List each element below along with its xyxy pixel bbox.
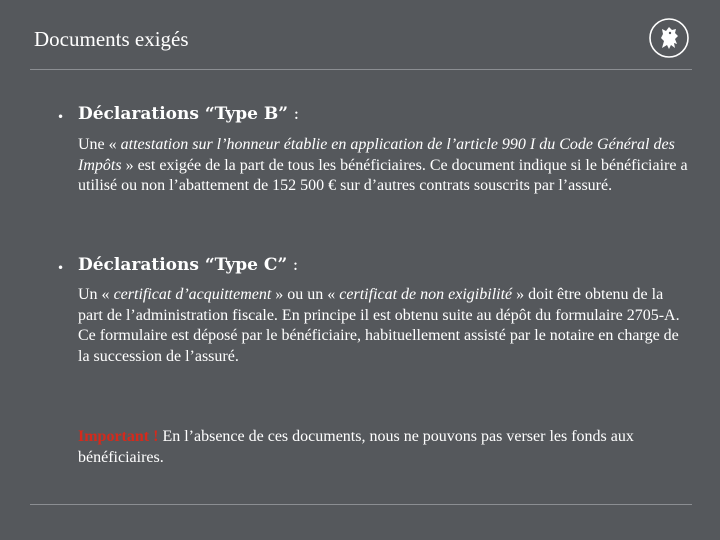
footer-divider — [30, 504, 692, 505]
section-heading-text: Déclarations “Type B” — [78, 104, 289, 124]
body-text: » ou un « — [271, 286, 340, 303]
section-body-type-b — [78, 135, 690, 197]
section-heading-text: Déclarations “Type C” — [78, 255, 288, 275]
body-text: Un « — [78, 286, 114, 303]
section-heading-type-c — [78, 255, 298, 275]
body-text-italic: certificat de non exigibilité — [339, 286, 513, 303]
bullet-marker: • — [57, 110, 65, 124]
header-divider — [30, 69, 692, 70]
heraldic-lion-icon — [648, 17, 690, 59]
body-text-italic: certificat d’acquittement — [113, 286, 272, 303]
body-text: » doit être obtenu de la part de l’administration fiscale. En principe il est obtenu suite au dépôt du formulaire 2705-A. Ce formulaire est déposé par le bénéficiaire, habituellement assisté par le notaire en charge de la succession de l’assuré. — [78, 286, 680, 365]
body-text-italic: attestation sur l’honneur établie en application de l’article 990 I du Code Général des Impôts — [78, 136, 675, 174]
section-heading-colon: : — [287, 255, 299, 275]
important-label: Important ! — [78, 428, 159, 445]
section-heading-colon: : — [288, 104, 300, 124]
bullet-marker: • — [57, 261, 65, 275]
body-text: » est exigée de la part de tous les bénéficiaires. Ce document indique si le bénéficiaire a utilisé ou non l’abattement de 152 500 € sur d’autres contrats souscrits par l’assuré. — [78, 156, 688, 194]
section-body-type-c — [78, 285, 690, 367]
important-text: En l’absence de ces documents, nous ne pouvons pas verser les fonds aux bénéficiaires. — [78, 428, 634, 466]
important-note — [78, 427, 690, 468]
page-title: Documents exigés — [34, 27, 189, 51]
section-heading-type-b — [78, 104, 299, 124]
body-text: Une « — [78, 136, 121, 153]
